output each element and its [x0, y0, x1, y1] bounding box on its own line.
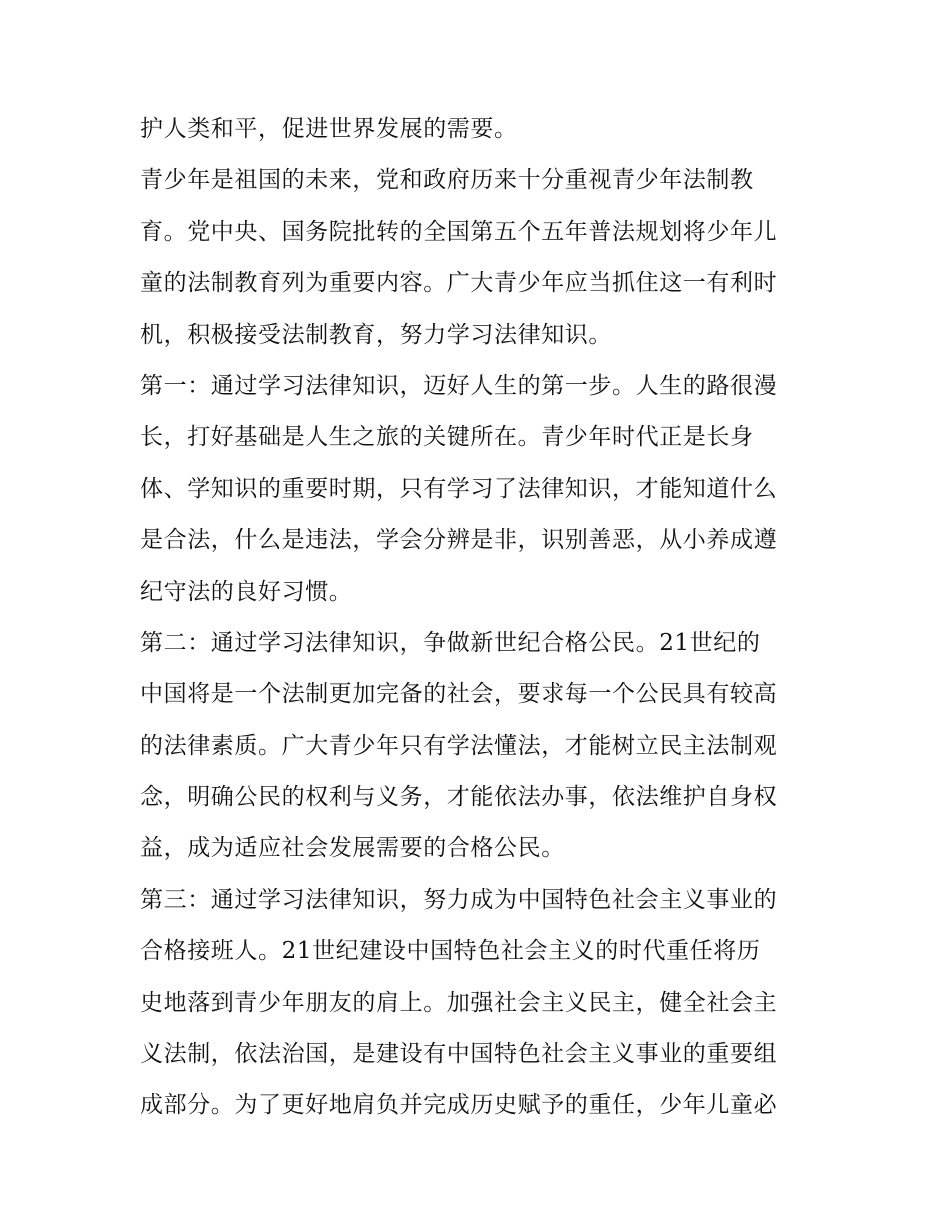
text-line: 体、学知识的重要时期，只有学习了法律知识，才能知道什么 — [140, 475, 778, 502]
text-line: 义法制，依法治国，是建设有中国特色社会主义事业的重要组 — [140, 1041, 778, 1068]
text-line: 念，明确公民的权利与义务，才能依法办事，依法维护自身权 — [140, 784, 778, 811]
body-text — [140, 104, 830, 1132]
text-line: 童的法制教育列为重要内容。广大青少年应当抓住这一有利时 — [140, 270, 778, 297]
text-line: 第一：通过学习法律知识，迈好人生的第一步。人生的路很漫 — [140, 372, 778, 399]
text-line: 是合法，什么是违法，学会分辨是非，识别善恶，从小养成遵 — [140, 527, 778, 554]
text-line: 青少年是祖国的未来，党和政府历来十分重视青少年法制教 — [140, 167, 754, 194]
text-line: 第二：通过学习法律知识，争做新世纪合格公民。21世纪的 — [140, 629, 761, 656]
text-line: 第三：通过学习法律知识，努力成为中国特色社会主义事业的 — [140, 886, 778, 913]
text-line: 史地落到青少年朋友的肩上。加强社会主义民主，健全社会主 — [140, 989, 778, 1016]
text-line: 育。党中央、国务院批转的全国第五个五年普法规划将少年儿 — [140, 218, 778, 245]
text-line: 的法律素质。广大青少年只有学法懂法，才能树立民主法制观 — [140, 732, 778, 759]
text-line: 成部分。为了更好地肩负并完成历史赋予的重任，少年儿童必 — [140, 1092, 778, 1119]
text-line: 纪守法的良好习惯。 — [140, 578, 353, 605]
text-line: 机，积极接受法制教育，努力学习法律知识。 — [140, 321, 612, 348]
text-line: 中国将是一个法制更加完备的社会，要求每一个公民具有较高 — [140, 681, 778, 708]
text-line: 合格接班人。21世纪建设中国特色社会主义的时代重任将历 — [140, 938, 761, 965]
text-line: 护人类和平，促进世界发展的需要。 — [140, 116, 518, 142]
text-line: 益，成为适应社会发展需要的合格公民。 — [140, 835, 565, 862]
text-line: 长，打好基础是人生之旅的关键所在。青少年时代正是长身 — [140, 424, 754, 451]
